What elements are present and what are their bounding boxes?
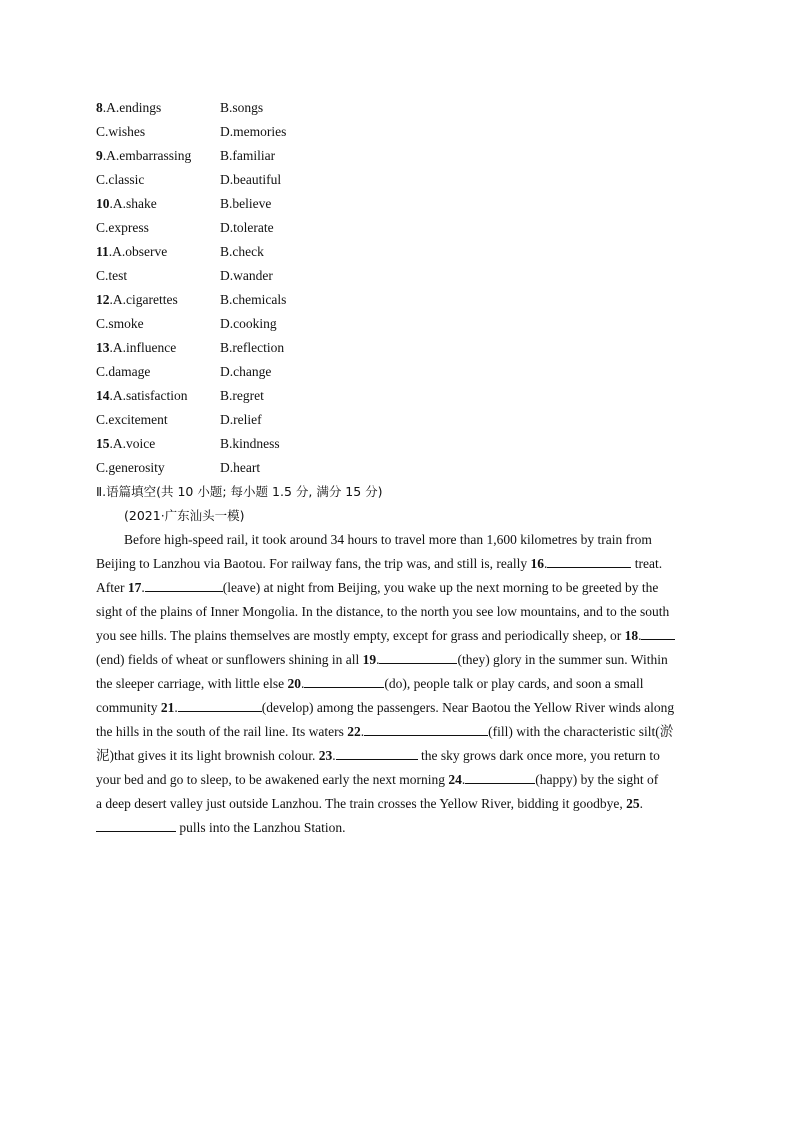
passage-text: you see hills. The plains themselves are mostly empty, except for grass and periodically sheep, or [96,628,625,643]
passage-text: (develop) among the passengers. Near Baotou the Yellow River winds along [261,700,675,715]
answer-blank-23[interactable] [336,747,418,760]
blank-number: 16 [530,556,545,571]
question-number: 12 [96,292,110,307]
option-a: .A.voice [109,436,156,451]
passage-text: a deep desert valley just outside Lanzhou. The train crosses the Yellow River, bidding it goodbye, [96,796,627,811]
passage-text: the hills in the south of the rail line. Its waters [96,724,348,739]
option-a: .A.satisfaction [109,388,188,403]
option-c: C.smoke [96,316,144,331]
option-d: D.memories [220,124,287,139]
passage-text: (they) glory in the summer sun. Within [457,652,668,667]
option-c: C.excitement [96,412,168,427]
option-d: D.change [220,364,272,379]
answer-blank-18[interactable] [641,627,675,640]
question-number: 11 [96,244,109,259]
passage-text: Before high-speed rail, it took around 34 hours to travel more than 1,600 kilometres by train from [124,532,652,547]
passage-text: (end) fields of wheat or sunflowers shining in all [96,652,363,667]
passage-text: sight of the plains of Inner Mongolia. In the distance, to the north you see low mountains, and to the south [96,604,670,619]
option-a: .A.cigarettes [109,292,178,307]
passage-line: (end) fields of wheat or sunflowers shining in all 19. (they) glory in the summer sun. Within [96,652,668,667]
answer-blank-16[interactable] [547,555,631,568]
passage-text: After [96,580,128,595]
passage-text: treat. [631,556,663,571]
passage-line: community 21. (develop) among the passengers. Near Baotou the Yellow River winds along [96,700,675,715]
answer-blank-24[interactable] [465,771,535,784]
option-b: B.familiar [220,148,276,163]
passage-line: After 17. (leave) at night from Beijing, you wake up the next morning to be greeted by the [96,580,659,595]
option-d: D.wander [220,268,273,283]
passage-line: the sleeper carriage, with little else 20. (do), people talk or play cards, and soon a small [96,676,644,691]
passage-text: (fill) with the characteristic silt(淤 [488,724,674,739]
answer-blank-25[interactable] [96,819,176,832]
option-c: C.express [96,220,149,235]
option-d: D.beautiful [220,172,282,187]
question-number: 13 [96,340,110,355]
passage-text: pulls into the Lanzhou Station. [176,820,346,835]
question-number: 9 [96,148,103,163]
answer-blank-22[interactable] [364,723,488,736]
passage-text: (do), people talk or play cards, and soon a small [384,676,644,691]
answer-blank-19[interactable] [379,651,457,664]
option-d: D.relief [220,412,262,427]
passage-text: the sky grows dark once more, you return to [417,748,660,763]
option-a: .A.embarrassing [102,148,192,163]
option-a: .A.shake [109,196,157,211]
option-a: .A.endings [102,100,162,115]
question-number: 14 [96,388,110,403]
blank-number: 19 [362,652,377,667]
blank-number: 24 [448,772,462,787]
passage-line: Beijing to Lanzhou via Baotou. For railway fans, the trip was, and still is, really 16. treat. [96,556,663,571]
option-d: D.heart [220,460,261,475]
option-c: C.damage [96,364,151,379]
passage-text: (happy) by the sight of [535,772,659,787]
answer-blank-21[interactable] [178,699,262,712]
passage-text: community [96,700,161,715]
answer-blank-17[interactable] [145,579,223,592]
option-b: B.chemicals [220,292,287,307]
option-b: B.kindness [220,436,280,451]
passage-line: your bed and go to sleep, to be awakened early the next morning 24. (happy) by the sight of [96,772,659,787]
option-b: B.reflection [220,340,285,355]
option-c: C.wishes [96,124,146,139]
blank-number: 25 [626,796,640,811]
passage-line: a deep desert valley just outside Lanzhou. The train crosses the Yellow River, bidding it goodbye, 25. [96,796,643,811]
option-d: D.cooking [220,316,277,331]
passage-line [96,819,700,843]
passage-text: 泥)that gives it its light brownish colour. [96,748,319,763]
blank-number: 23 [318,748,333,763]
passage-line: 泥)that gives it its light brownish colour. 23. the sky grows dark once more, you return to [96,748,660,763]
passage-text: your bed and go to sleep, to be awakened early the next morning [96,772,449,787]
section-heading: Ⅱ.语篇填空(共 10 小题; 每小题 1.5 分, 满分 15 分) [96,484,383,499]
blank-number: 20 [287,676,302,691]
question-number: 10 [96,196,110,211]
blank-number: 21 [160,700,175,715]
passage-text: the sleeper carriage, with little else [96,676,288,691]
option-b: B.believe [220,196,272,211]
option-d: D.tolerate [220,220,274,235]
option-b: B.regret [220,388,264,403]
option-c: C.classic [96,172,145,187]
question-number: 15 [96,436,110,451]
passage-line [96,531,700,555]
blank-number: 18 [624,628,639,643]
option-c: C.generosity [96,460,165,475]
option-c: C.test [96,268,128,283]
option-b: B.check [220,244,264,259]
passage-text: (leave) at night from Beijing, you wake up the next morning to be greeted by the [222,580,659,595]
passage-line: the hills in the south of the rail line. Its waters 22. (fill) with the characteristic silt(淤 [96,724,674,739]
question-number: 8 [96,100,103,115]
answer-blank-20[interactable] [304,675,384,688]
passage-line: you see hills. The plains themselves are mostly empty, except for grass and periodically sheep, or 18. [96,627,700,651]
option-b: B.songs [220,100,264,115]
passage-line [96,603,700,627]
source-note: (2021·广东汕头一模) [124,508,245,523]
blank-number: 22 [347,724,361,739]
option-a: .A.observe [108,244,168,259]
option-a: .A.influence [109,340,177,355]
passage [96,531,700,843]
blank-number: 17 [127,580,142,595]
passage-text: Beijing to Lanzhou via Baotou. For railway fans, the trip was, and still is, really [96,556,531,571]
